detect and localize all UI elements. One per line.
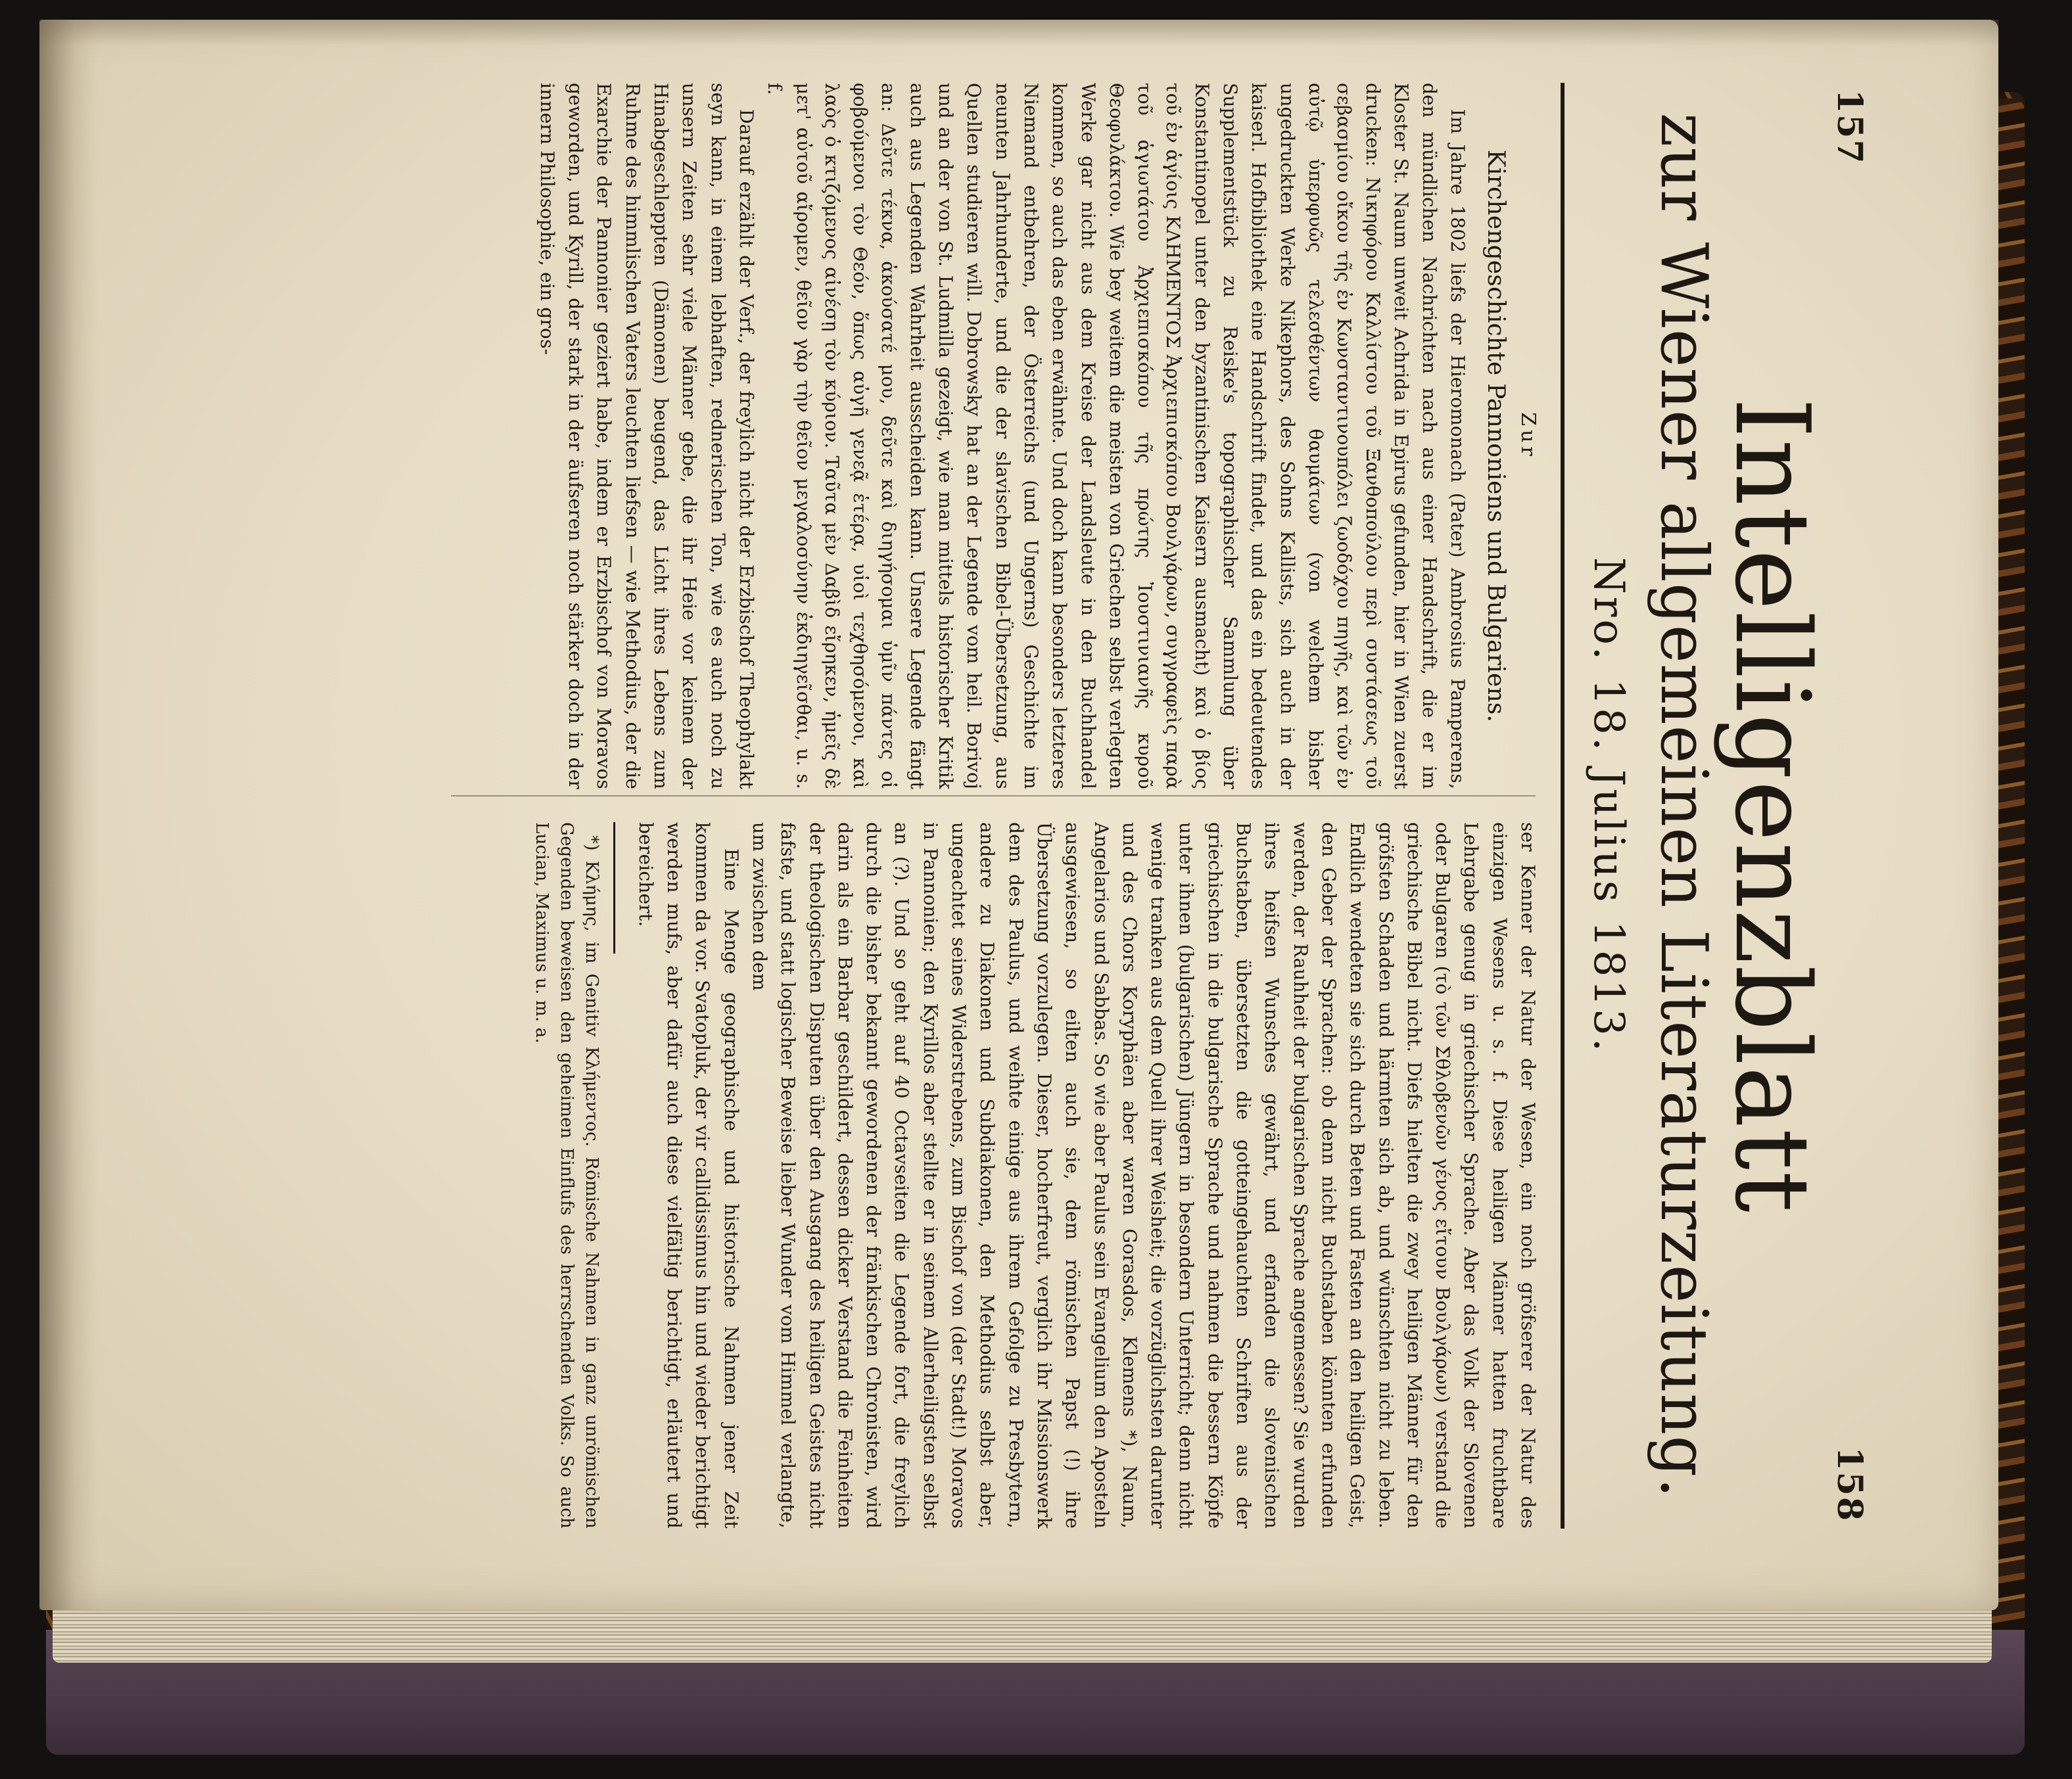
paragraph: Eine Menge geographische und historische Nahmen jener Zeit kommen da vor. Svatopluk, der vir callidissimus hin und wieder berichtigt werden mufs, aber dafür auch diese vielfältig berichtigt, erläutert und bereichert. xyxy=(634,822,742,1529)
paragraph: Darauf erzählt der Verf., der freylich nicht der Erzbischof Theophylakt seyn kann, in einem lebhaften, rednerischen Ton, wie es auch noch zu unsern Zeiten sehr viele Männer gebe, die ihr Heie vor keinem der Hinabgeschleppten (Dämonen) beugend, das Licht ihres Lebens zum Ruhme des himmlischen Vaters leuchten liefsen — wie Methodius, der die Exarchie der Pannonier geziert habe, indem er Erzbischof von Moravos geworden, und Kyrill, der stark in der äufseren noch stärker doch in der innern Philosophie, ein gros- xyxy=(536,83,757,789)
article-heading: Kirchengeschichte Pannoniens und Bulgariens. xyxy=(1482,149,1509,723)
column-divider xyxy=(451,795,1536,797)
paragraph: Im Jahre 1802 liefs der Hieromonach (Pater) Ambrosius Pamperens, den mündlichen Nachrichten nach aus einer Handschrift, die er im Kloster St. Naum unweit Achrida in Epirus gefunden, hier in Wien zuerst drucken: Nικηφόρου Καλλίστου τοῦ Ξανθοπούλου περὶ συστάσεως τοῦ σεβασμίου οἴκου τῆς ἐν Κωνσταντινουπόλει ζωοδόχου πηγῆς, καὶ τῶν ἐν αὐτῷ ὑπερφυῶς τελεσθέντων θαυμάτων (von welchem bisher ungedruckten Werke Nikephors, des Sohns Kallists, sich auch in der kaiserl. Hofbibliothek eine Handschrift findet, und das ein bedeutendes Supplementstück zu Reiske's topographischer Sammlung über Konstantinopel unter den byzantinischen Kaisern ausmacht) καὶ ὁ βίος τοῦ ἐν ἁγίοις ΚΛΗΜΕΝΤΟΣ Ἀρχιεπισκόπου Βουλγάρων, συγγραφεὶς παρὰ τοῦ ἁγιωτάτου Ἀρχιεπισκόπου τῆς πρώτης Ἰουστινιανῆς κυροῦ Θεοφυλάκτου. Wie bey weitem die meisten von Griechen selbst verlegten Werke gar nicht aus dem Kreise der Landsleute in den Buchhandel kommen, so auch das eben erwähnte. Und doch kann besonders letzteres Niemand entbehren, der Österreichs (und Ungerns) Geschichte im neunten Jahrhunderte, und die der slavischen Bibel-Übersetzung, aus Quellen studieren will. Dobrowsky hat an der Legende vom heil. Borivoj und an der von St. Ludmilla gezeigt, wie man mittels historischer Kritik auch aus Legenden Wahrheit ausscheiden kann. Unsere Legende fängt an: Δεῦτε τέκνα, ἀκούσατέ μου, δεῦτε καὶ διηγήσομαι ὑμῖν πάντες οἱ φοβούμενοι τὸν Θεόν, ὅπως αὐγῆ γενεᾷ ἑτέρᾳ, υἱοὶ τεχθησόμενοι, καὶ λαὸς ὁ κτιζόμενος αἰνέσῃ τὸν κύριον. Ταῦτα μὲν Δαβὶδ εἴρηκεν, ἡμεῖς δὲ μετ' αὐτοῦ αἴρομεν, θεῖον γὰρ τὴν θεῖον μεγαλοσύνην ἐκδιηγεῖσθαι, u. s. f. xyxy=(764,83,1469,789)
article-kicker: Zur xyxy=(1517,412,1540,460)
page-gutter-shadow xyxy=(39,20,99,1610)
page-edges xyxy=(53,1604,1992,1663)
page-number-right: 158 xyxy=(1829,1446,1870,1522)
right-column xyxy=(530,822,1543,1529)
printed-page xyxy=(142,63,1877,1548)
footnote-rule xyxy=(614,822,616,954)
left-column xyxy=(533,83,1542,789)
issue-line: Nro. 18. Julius 1813. xyxy=(1584,557,1633,1055)
masthead-title: Intelligenzblatt xyxy=(1712,398,1832,1214)
page-top-shadow xyxy=(39,20,1998,46)
footnote: *) Κλήμης, im Genitiv Κλήμεντος. Römische Nahmen in ganz unrömischen Gegenden beweisen den geheimen Einflufs des herrschenden Volks. So auch Lucian, Maximus u. m. a. xyxy=(532,822,602,1529)
masthead-rule xyxy=(1561,83,1565,1529)
page-number-left: 157 xyxy=(1829,89,1870,165)
paragraph: ser Kenner der Natur der Wesen, ein noch gröfserer der Natur des einzigen Wesens u. s. f. Diese heiligen Männer hatten fruchtbare Lehrgabe genug in griechischer Sprache. Aber das Volk der Slovenen oder Bulgaren (τὸ τῶν Σθλοβενῶν γένος εἴτουν Βουλγάρων) verstand die griechische Bibel nicht. Diefs hielten die zwey heiligen Männer für den gröfsten Schaden und härmten sich ab, und wünschten nicht zu leben. Endlich wendeten sie sich durch Beten und Fasten an den heiligen Geist, den Geber der Sprachen: ob denn nicht Buchstaben könnten erfunden werden, der Rauhheit der bulgarischen Sprache angemessen? Sie wurden ihres heifsen Wunsches gewährt, und erfanden die slovenischen Buchstaben, übersetzten die gotteingehauchten Schriften aus der griechischen in die bulgarische Sprache und nahmen die bessern Köpfe unter ihnen (bulgarischen) Jüngern in besondern Unterricht; denn nicht wenige tranken aus dem Quell ihrer Weisheit; die vorzüglichsten darunter und des Chors Koryphäen aber waren Gorasdos, Klemens *), Naum, Angelarios und Sabbas. So wie aber Paulus sein Evangelium den Aposteln ausgewiesen, so eilten auch sie, dem römischen Papst (!) ihre Übersetzung vorzulegen. Dieser, hocherfreut, verglich ihr Missionswerk dem des Paulus, und weihte einige aus ihrem Gefolge zu Presbytern, andere zu Diakonen und Subdiakonen, den Methodius selbst aber, ungeachtet seines Widerstrebens, zum Bischof von (der Stadt!) Moravos in Pannonien; den Kyrillos aber stellte er in seinem Allerheiligsten selbst an (?). Und so geht auf 40 Octavseiten die Legende fort, die freylich durch die bisher bekannt gewordenen der fränkischen Chronisten, wird darin als ein Barbar geschildert, dessen dicker Verstand die Feinheiten der theologischen Disputen über den Ausgang des heiligen Geistes nicht fafste, und statt logischer Beweise lieber Wunder vom Himmel verlangte, um zwischen dem xyxy=(748,822,1539,1529)
masthead-subtitle: zur Wiener allgemeinen Literaturzeitung. xyxy=(1646,112,1721,1499)
